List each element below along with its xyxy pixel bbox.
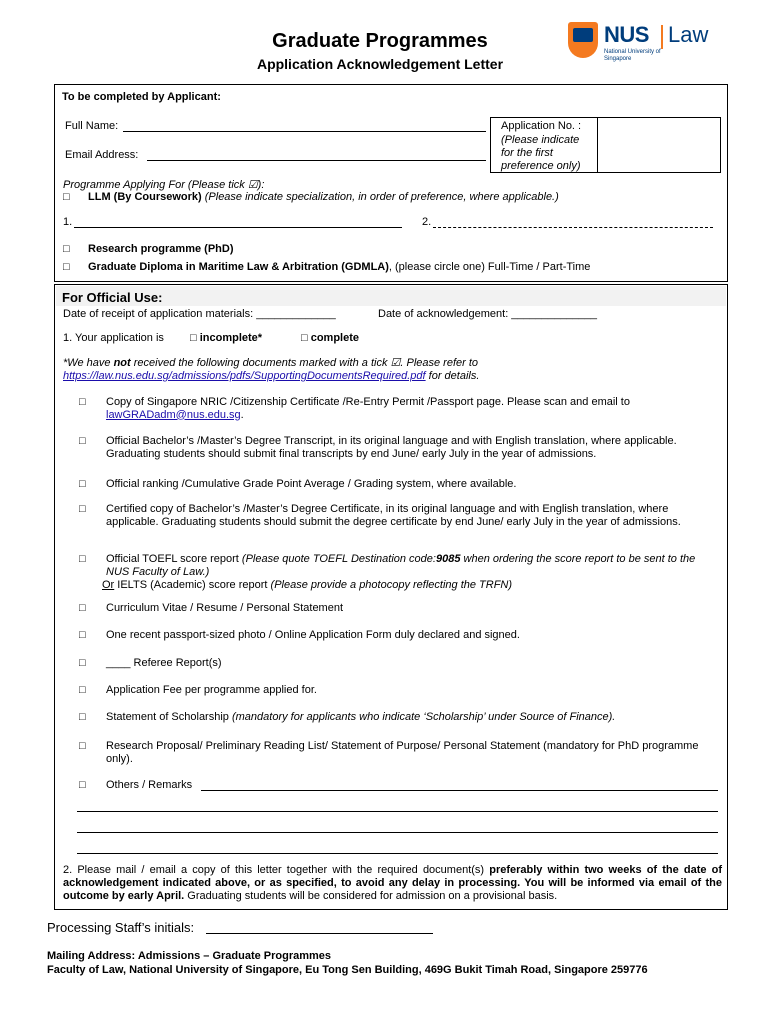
llm-checkbox[interactable]: □ bbox=[63, 191, 70, 203]
incomplete-label: incomplete* bbox=[199, 332, 263, 344]
admissions-email-link[interactable]: lawGRADadm@nus.edu.sg bbox=[106, 408, 241, 421]
application-no-label: Application No. : bbox=[501, 120, 582, 132]
full-name-label: Full Name: bbox=[65, 120, 119, 132]
remarks-line-3[interactable] bbox=[77, 832, 718, 833]
staff-initials-field[interactable] bbox=[206, 933, 433, 934]
toefl-item: Official TOEFL score report (Please quote TOEFL Destination code:9085 when ordering the score report to be sent to the NUS Faculty of Law.) bbox=[106, 553, 696, 578]
page-title: Graduate Programmes bbox=[272, 30, 488, 52]
fee-checkbox[interactable]: □ bbox=[79, 684, 86, 696]
scholarship-item: Statement of Scholarship (mandatory for applicants who indicate ‘Scholarship’ under Source of Finance). bbox=[106, 711, 616, 723]
ranking-checkbox[interactable]: □ bbox=[79, 478, 86, 490]
application-no-divider bbox=[597, 117, 598, 173]
applicant-section-title: To be completed by Applicant: bbox=[62, 91, 221, 103]
logo-nus-text: NUS bbox=[604, 22, 649, 47]
documents-note: *We have not received the following documents marked with a tick ☑. Please refer to https://law.nus.edu.sg/admissions/pdfs/SupportingDocumentsRequired.pdf for details. bbox=[63, 357, 480, 382]
logo-divider bbox=[661, 25, 663, 49]
gdmla-label: Graduate Diploma in Maritime Law & Arbitration (GDMLA) bbox=[88, 261, 389, 273]
status-label: 1. Your application is bbox=[63, 332, 164, 344]
degree-checkbox[interactable]: □ bbox=[79, 503, 86, 515]
gdmla-checkbox[interactable]: □ bbox=[63, 261, 70, 273]
fee-item: Application Fee per programme applied for. bbox=[106, 684, 317, 696]
ack-date-label: Date of acknowledgement: ______________ bbox=[378, 308, 597, 320]
preference-1-label: 1. bbox=[63, 216, 73, 228]
toefl-checkbox[interactable]: □ bbox=[79, 553, 86, 565]
llm-note: (Please indicate specialization, in order of preference, where applicable.) bbox=[204, 191, 559, 203]
phd-label: Research programme (PhD) bbox=[88, 243, 234, 255]
ielts-item: Or IELTS (Academic) score report (Please provide a photocopy reflecting the TRFN) bbox=[102, 579, 513, 591]
receipt-date-label: Date of receipt of application materials: _____________ bbox=[63, 308, 336, 320]
programme-label: Programme Applying For (Please tick ☑): bbox=[63, 179, 265, 191]
nric-checkbox[interactable]: □ bbox=[79, 396, 86, 408]
preference-2-field[interactable] bbox=[433, 227, 713, 228]
email-label: Email Address: bbox=[65, 149, 139, 161]
nus-law-logo bbox=[568, 22, 728, 66]
preference-2-label: 2. bbox=[422, 216, 432, 228]
scholarship-checkbox[interactable]: □ bbox=[79, 711, 86, 723]
email-field[interactable] bbox=[147, 160, 486, 161]
remarks-line-4[interactable] bbox=[77, 853, 718, 854]
application-no-field[interactable] bbox=[599, 118, 720, 172]
complete-label: complete bbox=[310, 332, 360, 344]
remarks-line-1[interactable] bbox=[201, 790, 718, 791]
cv-checkbox[interactable]: □ bbox=[79, 602, 86, 614]
full-name-field[interactable] bbox=[123, 131, 486, 132]
preference-1-field[interactable] bbox=[74, 227, 402, 228]
research-item: Research Proposal/ Preliminary Reading List/ Statement of Purpose/ Personal Statement (mandatory for PhD programme only). bbox=[106, 740, 699, 765]
nric-item: Copy of Singapore NRIC /Citizenship Certificate /Re-Entry Permit /Passport page. Please scan and email to lawGRADadm@nus.edu.sg. bbox=[106, 396, 630, 421]
mailing-address: Faculty of Law, National University of Singapore, Eu Tong Sen Building, 469G Bukit Timah Road, Singapore 259776 bbox=[47, 964, 648, 976]
application-no-note: (Please indicate for the first preference only) bbox=[501, 134, 581, 172]
logo-law-text: Law bbox=[668, 22, 709, 47]
cv-item: Curriculum Vitae / Resume / Personal Statement bbox=[106, 602, 344, 614]
supporting-docs-link[interactable]: https://law.nus.edu.sg/admissions/pdfs/SupportingDocumentsRequired.pdf bbox=[63, 370, 426, 382]
ranking-item: Official ranking /Cumulative Grade Point Average / Grading system, where available. bbox=[106, 478, 517, 490]
photo-checkbox[interactable]: □ bbox=[79, 629, 86, 641]
remarks-line-2[interactable] bbox=[77, 811, 718, 812]
referee-item: ____ Referee Report(s) bbox=[106, 657, 222, 669]
transcript-checkbox[interactable]: □ bbox=[79, 435, 86, 447]
complete-checkbox[interactable]: □ bbox=[301, 332, 308, 344]
gdmla-note: , (please circle one) Full-Time / Part-Time bbox=[388, 261, 591, 273]
photo-item: One recent passport-sized photo / Online Application Form duly declared and signed. bbox=[106, 629, 520, 641]
mailing-address-title: Mailing Address: Admissions – Graduate Programmes bbox=[47, 950, 332, 962]
others-label: Others / Remarks bbox=[106, 779, 193, 791]
official-section-title: For Official Use: bbox=[62, 290, 163, 305]
transcript-item: Official Bachelor’s /Master’s Degree Transcript, in its original language and with English translation, where applicable. Graduating students should submit final transcripts by end June/ early July in the year of admissions. bbox=[106, 435, 677, 460]
page-subtitle: Application Acknowledgement Letter bbox=[256, 56, 504, 72]
degree-item: Certified copy of Bachelor’s /Master’s Degree Certificate, in its original language and with English translation, where applicable. Graduating students should submit the degree certificate by end June/ early July in the year of admissions. bbox=[106, 503, 681, 528]
logo-subtext: National University of Singapore bbox=[604, 49, 661, 62]
nus-crest-icon bbox=[568, 22, 598, 58]
referee-checkbox[interactable]: □ bbox=[79, 657, 86, 669]
phd-checkbox[interactable]: □ bbox=[63, 243, 70, 255]
staff-initials-label: Processing Staff’s initials: bbox=[47, 920, 195, 935]
incomplete-checkbox[interactable]: □ bbox=[190, 332, 197, 344]
research-checkbox[interactable]: □ bbox=[79, 740, 86, 752]
mail-instructions: 2. Please mail / email a copy of this letter together with the required document(s) preferably within two weeks of the date of acknowledgement indicated above, or as specified, to avoid any delay in processing. You will be informed via email of the outcome by early April. Graduating students will be considered for admission on a provisional basis. bbox=[63, 864, 723, 902]
others-checkbox[interactable]: □ bbox=[79, 779, 86, 791]
llm-label: LLM (By Coursework) bbox=[88, 191, 202, 203]
